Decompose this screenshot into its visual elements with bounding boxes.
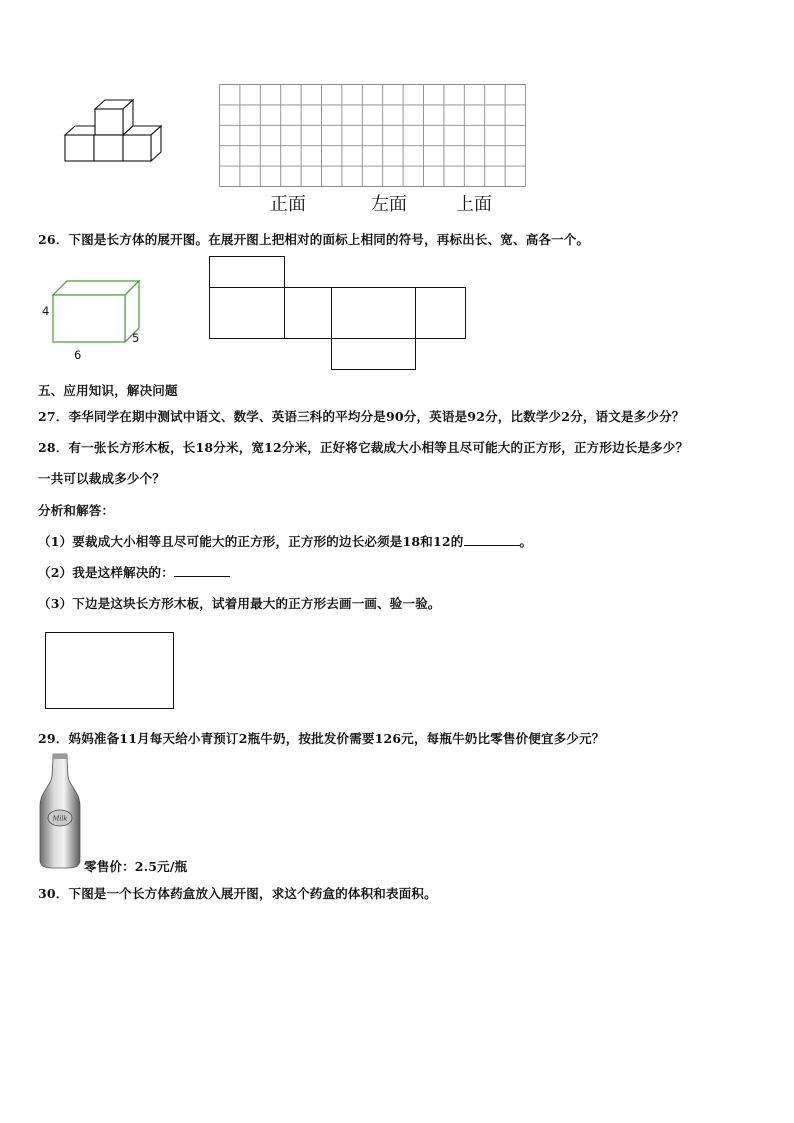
question-28-step-3: （3）下边是这块长方形木板，试着用最大的正方形去画一画、验一验。 bbox=[38, 596, 441, 611]
section-5-title: 五、应用知识，解决问题 bbox=[38, 383, 178, 398]
milk-bottle-icon bbox=[38, 752, 82, 870]
step-1-text: （1）要裁成大小相等且尽可能大的正方形，正方形的边长必须是18和12的 bbox=[38, 534, 464, 549]
step-2-answer-blank[interactable] bbox=[174, 564, 230, 577]
cube-stack-figure bbox=[60, 96, 170, 168]
net-face-top[interactable] bbox=[209, 256, 285, 288]
cuboid-height-label: 4 bbox=[42, 304, 50, 318]
question-30: 30．下图是一个长方体药盒放入展开图，求这个药盒的体积和表面积。 bbox=[38, 886, 437, 901]
front-view-label: 正面 bbox=[270, 194, 306, 215]
top-view-label: 上面 bbox=[456, 194, 492, 215]
step-1-answer-blank[interactable] bbox=[464, 533, 520, 546]
net-face-3[interactable] bbox=[331, 287, 416, 339]
cuboid-figure bbox=[50, 278, 142, 344]
cuboid-width-label: 5 bbox=[132, 331, 140, 345]
wood-board-rectangle[interactable] bbox=[45, 632, 174, 709]
net-face-1[interactable] bbox=[209, 287, 285, 339]
question-28-line-2: 一共可以裁成多少个？ bbox=[38, 471, 166, 486]
question-28-step-2 bbox=[38, 563, 230, 581]
retail-price: 零售价：2.5元/瓶 bbox=[84, 859, 188, 874]
question-28-step-1 bbox=[38, 532, 532, 550]
step-2-text: （2）我是这样解决的： bbox=[38, 565, 174, 580]
question-28-line-1: 28．有一张长方形木板，长18分米，宽12分米，正好将它裁成大小相等且尽可能大的正方形，正方形边长是多少？ bbox=[38, 440, 689, 455]
cuboid-length-label: 6 bbox=[74, 348, 82, 362]
net-face-2[interactable] bbox=[284, 287, 332, 339]
analysis-label: 分析和解答： bbox=[38, 503, 115, 518]
bottle-label-text: Milk bbox=[52, 814, 68, 823]
net-face-bottom[interactable] bbox=[331, 338, 416, 370]
question-26: 26．下图是长方体的展开图。在展开图上把相对的面标上相同的符号，再标出长、宽、高各一个。 bbox=[38, 232, 590, 247]
left-view-label: 左面 bbox=[371, 194, 407, 215]
net-face-4[interactable] bbox=[415, 287, 466, 339]
view-drawing-grid bbox=[219, 84, 526, 187]
step-1-period: 。 bbox=[519, 534, 533, 549]
question-29: 29．妈妈准备11月每天给小青预订2瓶牛奶，按批发价需要126元，每瓶牛奶比零售价便宜多少元？ bbox=[38, 731, 605, 746]
question-27: 27．李华同学在期中测试中语文、数学、英语三科的平均分是90分，英语是92分，比数学少2分，语文是多少分？ bbox=[38, 409, 685, 424]
